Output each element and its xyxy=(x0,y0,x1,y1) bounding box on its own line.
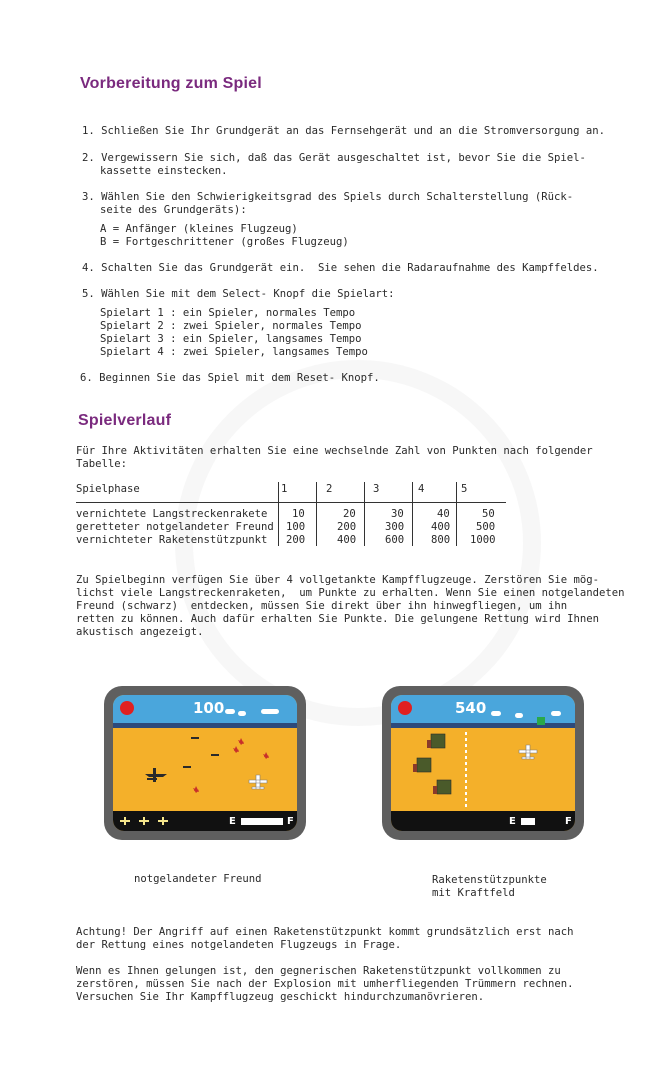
section-title-preparation: Vorbereitung zum Spiel xyxy=(80,75,262,92)
table-cell: 30 xyxy=(391,508,404,520)
table-divider xyxy=(316,482,317,546)
table-cell: 40 xyxy=(437,508,450,520)
section-title-gameplay: Spielverlauf xyxy=(78,412,172,429)
sun-icon xyxy=(120,701,134,715)
tv-screenshot-left xyxy=(104,686,306,840)
score-display: 100 xyxy=(193,699,225,717)
step-2: 2. Vergewissern Sie sich, daß das Gerät ausgeschaltet ist, bevor Sie die Spiel- xyxy=(82,152,586,164)
mode-4: Spielart 4 : zwei Spieler, langsames Tempo xyxy=(100,346,368,358)
table-cell: 400 xyxy=(431,521,451,533)
table-divider xyxy=(456,482,457,546)
tv-screenshot-right xyxy=(382,686,584,840)
cloud-icon xyxy=(238,711,246,716)
phase-header: 1 xyxy=(281,483,288,495)
para-line-5: akustisch angezeigt. xyxy=(76,626,204,638)
table-cell: 400 xyxy=(337,534,357,546)
table-cell: 500 xyxy=(476,521,496,533)
table-row-label: geretteter notgelandeter Freund xyxy=(76,521,274,533)
step-4: 4. Schalten Sie das Grundgerät ein. Sie sehen die Radaraufnahme des Kampffeldes. xyxy=(82,262,599,274)
table-divider xyxy=(364,482,365,546)
para-line-4: retten zu können. Auch dafür erhalten Sie Punkte. Die gelungene Rettung wird Ihnen xyxy=(76,613,599,625)
phase-header: 3 xyxy=(373,483,380,495)
cloud-icon xyxy=(515,713,523,718)
para-line-3: Freund (schwarz) entdecken, müssen Sie direkt über ihn hinwegfliegen, um ihn xyxy=(76,600,568,612)
reserve-planes-icon xyxy=(119,815,179,827)
battlefield-sprites xyxy=(113,728,297,811)
mode-3: Spielart 3 : ein Spieler, langsames Tempo xyxy=(100,333,362,345)
fuel-empty-label: E xyxy=(509,816,516,827)
difficulty-a: A = Anfänger (kleines Flugzeug) xyxy=(100,223,298,235)
warning-line-2: der Rettung eines notgelandeten Flugzeugs in Frage. xyxy=(76,939,402,951)
para-line-1: Zu Spielbeginn verfügen Sie über 4 vollgetankte Kampfflugzeuge. Zerstören Sie mög- xyxy=(76,574,599,586)
fuel-empty-label: E xyxy=(229,816,236,827)
table-divider xyxy=(278,482,279,546)
mode-2: Spielart 2 : zwei Spieler, normales Tempo xyxy=(100,320,362,332)
mode-1: Spielart 1 : ein Spieler, normales Tempo xyxy=(100,307,356,319)
table-divider xyxy=(412,482,413,546)
fuel-full-label: F xyxy=(287,816,294,827)
phase-header: 5 xyxy=(461,483,468,495)
caption-left: notgelandeter Freund xyxy=(134,873,262,885)
table-cell: 800 xyxy=(431,534,451,546)
step-5: 5. Wählen Sie mit dem Select- Knopf die Spielart: xyxy=(82,288,395,300)
step-6: 6. Beginnen Sie das Spiel mit dem Reset- Knopf. xyxy=(80,372,380,384)
para-line-2: lichst viele Langstreckenraketen, um Punkte zu erhalten. Wenn Sie einen notgelandeten xyxy=(76,587,625,599)
fuel-gauge xyxy=(241,818,283,825)
battlefield-sprites xyxy=(391,728,575,811)
points-table xyxy=(76,480,506,550)
table-cell: 300 xyxy=(385,521,405,533)
caption-right-line-1: Raketenstützpunkte xyxy=(432,874,547,886)
table-row-label: vernichteter Raketenstützpunkt xyxy=(76,534,268,546)
phase-header: 2 xyxy=(326,483,333,495)
table-cell: 100 xyxy=(286,521,306,533)
step-1: 1. Schließen Sie Ihr Grundgerät an das Fernsehgerät und an die Stromversorgung an. xyxy=(82,125,606,137)
table-cell: 200 xyxy=(337,521,357,533)
table-cell: 200 xyxy=(286,534,306,546)
fuel-full-label: F xyxy=(565,816,572,827)
cloud-icon xyxy=(225,709,235,714)
closing-line-2: zerstören, müssen Sie nach der Explosion mit umherfliegenden Trümmern rechnen. xyxy=(76,978,574,990)
cloud-icon xyxy=(551,711,561,716)
closing-line-1: Wenn es Ihnen gelungen ist, den gegnerischen Raketenstützpunkt vollkommen zu xyxy=(76,965,561,977)
phase-header: 4 xyxy=(418,483,425,495)
table-cell: 1000 xyxy=(470,534,496,546)
score-display: 540 xyxy=(455,699,487,717)
step-2-cont: kassette einstecken. xyxy=(100,165,228,177)
table-row-label: vernichtete Langstreckenrakete xyxy=(76,508,268,520)
table-cell: 600 xyxy=(385,534,405,546)
game-screen xyxy=(391,695,575,831)
cloud-icon xyxy=(261,709,279,714)
closing-line-3: Versuchen Sie Ihr Kampfflugzeug geschickt hindurchzumanövrieren. xyxy=(76,991,485,1003)
status-bar xyxy=(391,811,575,831)
game-screen xyxy=(113,695,297,831)
fuel-gauge xyxy=(521,818,535,825)
table-cell: 50 xyxy=(482,508,495,520)
table-header-label: Spielphase xyxy=(76,483,140,495)
step-3: 3. Wählen Sie den Schwierigkeitsgrad des Spiels durch Schalterstellung (Rück- xyxy=(82,191,574,203)
step-3-cont: seite des Grundgeräts): xyxy=(100,204,247,216)
caption-right-line-2: mit Kraftfeld xyxy=(432,887,515,899)
intro-line-1: Für Ihre Aktivitäten erhalten Sie eine wechselnde Zahl von Punkten nach folgender xyxy=(76,445,593,457)
cloud-icon xyxy=(491,711,501,716)
intro-line-2: Tabelle: xyxy=(76,458,128,470)
difficulty-b: B = Fortgeschrittener (großes Flugzeug) xyxy=(100,236,349,248)
tree-icon xyxy=(537,717,545,725)
sun-icon xyxy=(398,701,412,715)
table-header-rule xyxy=(76,502,506,503)
table-cell: 10 xyxy=(292,508,305,520)
warning-line-1: Achtung! Der Angriff auf einen Raketenstützpunkt kommt grundsätzlich erst nach xyxy=(76,926,574,938)
table-cell: 20 xyxy=(343,508,356,520)
